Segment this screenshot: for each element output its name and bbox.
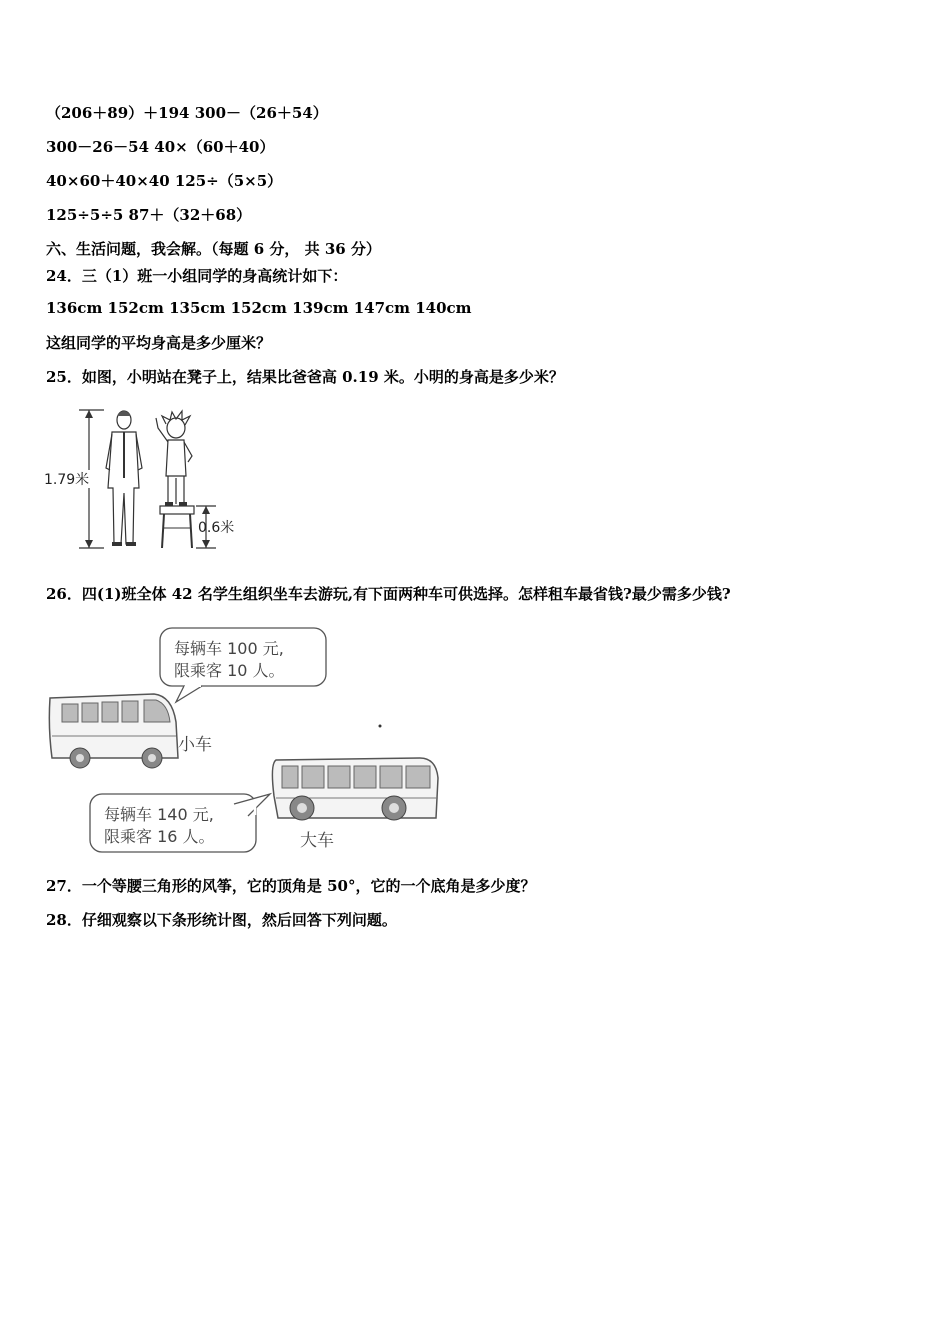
question-24-ask: 这组同学的平均身高是多少厘米？ <box>46 334 272 352</box>
expression-line-3: 40×60＋40×40 125÷（5×5） <box>46 172 283 190</box>
small-bus-label: 小车 <box>178 735 212 755</box>
question-26: 26．四(1)班全体 42 名学生组织坐车去游玩,有下面两种车可供选择。怎样租车最省钱?最少需多少钱? <box>46 585 731 603</box>
small-bus-capacity: 限乘客 10 人。 <box>174 661 285 680</box>
question-28: 28．仔细观察以下条形统计图，然后回答下列问题。 <box>46 911 397 929</box>
big-bus-capacity: 限乘客 16 人。 <box>104 827 215 846</box>
section-heading: 六、生活问题，我会解。（每题 6 分， 共 36 分） <box>46 240 381 258</box>
figure-25-father-and-boy <box>44 398 254 554</box>
expression-line-2: 300－26－54 40×（60＋40） <box>46 138 275 156</box>
question-27: 27．一个等腰三角形的风筝，它的顶角是 50°，它的一个底角是多少度？ <box>46 877 536 895</box>
father-height-label: 1.79米 <box>44 472 90 488</box>
expression-line-1: （206＋89）＋194 300－（26＋54） <box>46 104 328 122</box>
expression-line-4: 125÷5÷5 87＋（32＋68） <box>46 206 252 224</box>
height-list: 136cm 152cm 135cm 152cm 139cm 147cm 140cm <box>46 299 472 317</box>
question-25: 25．如图，小明站在凳子上，结果比爸爸高 0.19 米。小明的身高是多少米？ <box>46 368 564 386</box>
small-bus-price: 每辆车 100 元, <box>174 639 284 658</box>
figure-26-buses <box>44 618 444 860</box>
question-24: 24．三（1）班一小组同学的身高统计如下： <box>46 267 348 285</box>
stool-height-label: 0.6米 <box>198 520 235 536</box>
big-bus-label: 大车 <box>300 831 334 851</box>
big-bus-price: 每辆车 140 元, <box>104 805 214 824</box>
